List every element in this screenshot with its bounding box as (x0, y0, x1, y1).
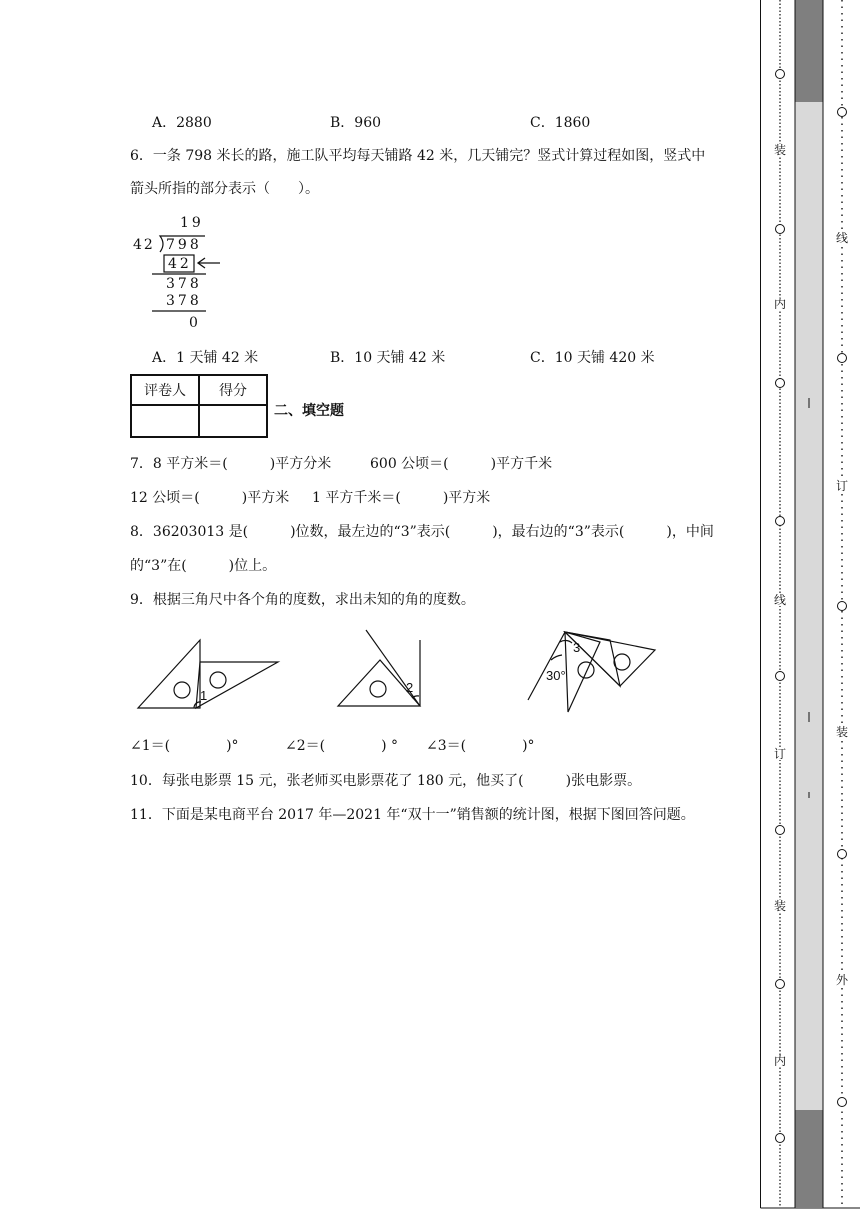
division-step2: 378 (166, 293, 202, 309)
q5-option-b: B．960 (330, 115, 382, 131)
q11-question: 11．下面是某电商平台 2017 年—2021 年“双十一”销售额的统计图，根据下图回答问题。 (130, 807, 695, 823)
q6-option-c: C．10 天铺 420 米 (530, 350, 655, 366)
division-dividend: 798 (166, 237, 202, 253)
margin-outer-label-4: 外 (836, 973, 849, 987)
margin-inner-label-5: 装 (774, 899, 787, 913)
margin-inner-label-2: 内 (774, 297, 787, 311)
q6-option-b: B．10 天铺 42 米 (330, 350, 446, 366)
q8-question-line2: 的“3”在( )位上。 (130, 558, 277, 574)
angle-label-3: 3 (573, 640, 581, 655)
margin-outer-label-3: 装 (836, 725, 849, 739)
q6-option-a: A．1 天铺 42 米 (152, 350, 259, 366)
q5-option-a: A．2880 (152, 115, 212, 131)
division-step1: 42 (168, 256, 192, 272)
q7-line2-part1: 12 公顷＝( )平方米 (130, 490, 290, 506)
q9-answer-angle1: ∠1＝( )° (130, 738, 239, 754)
section-title-fill-in: 二、填空题 (274, 403, 344, 419)
margin-outer-label-2: 订 (836, 479, 849, 493)
q6-question-line2: 箭头所指的部分表示（ ）。 (130, 181, 319, 197)
q7-line1-part1: 7．8 平方米＝( )平方分米 (130, 456, 332, 472)
margin-inner-label-4: 订 (774, 747, 787, 761)
margin-outer-label-1: 线 (836, 231, 849, 245)
q7-line1-part2: 600 公顷＝( )平方千米 (370, 456, 553, 472)
q9-question: 9．根据三角尺中各个角的度数，求出未知的角的度数。 (130, 592, 475, 608)
q9-answer-angle2: ∠2＝( ) ° (285, 738, 399, 754)
division-remainder: 0 (189, 315, 198, 331)
q10-question: 10．每张电影票 15 元，张老师买电影票花了 180 元，他买了( )张电影票。 (130, 773, 642, 789)
margin-inner-label-1: 装 (774, 143, 787, 157)
score-table-header-score: 得分 (199, 375, 267, 405)
division-quotient: 19 (180, 215, 204, 231)
triangle-ruler-figure-1 (138, 640, 278, 708)
angle-label-1: 1 (200, 688, 208, 703)
margin-inner-label-3: 线 (774, 593, 787, 607)
q6-question-line1: 6．一条 798 米长的路，施工队平均每天铺路 42 米，几天铺完？竖式计算过程如图，竖式中 (130, 148, 706, 164)
binding-margin-lines (760, 0, 860, 1216)
division-divisor: 42 (133, 237, 155, 253)
division-remainder1: 378 (166, 276, 202, 292)
score-table-header-grader: 评卷人 (131, 375, 199, 405)
angle-label-30-degrees: 30° (546, 668, 566, 683)
q9-answer-angle3: ∠3＝( )° (426, 738, 535, 754)
q5-option-c: C．1860 (530, 115, 591, 131)
margin-inner-label-6: 内 (774, 1054, 787, 1068)
q7-line2-part2: 1 平方千米＝( )平方米 (312, 490, 491, 506)
binding-margin (760, 0, 860, 1216)
angle-label-2: 2 (406, 680, 414, 695)
q8-question-line1: 8．36203013 是( )位数，最左边的“3”表示( )，最右边的“3”表示( )，中间 (130, 524, 714, 540)
